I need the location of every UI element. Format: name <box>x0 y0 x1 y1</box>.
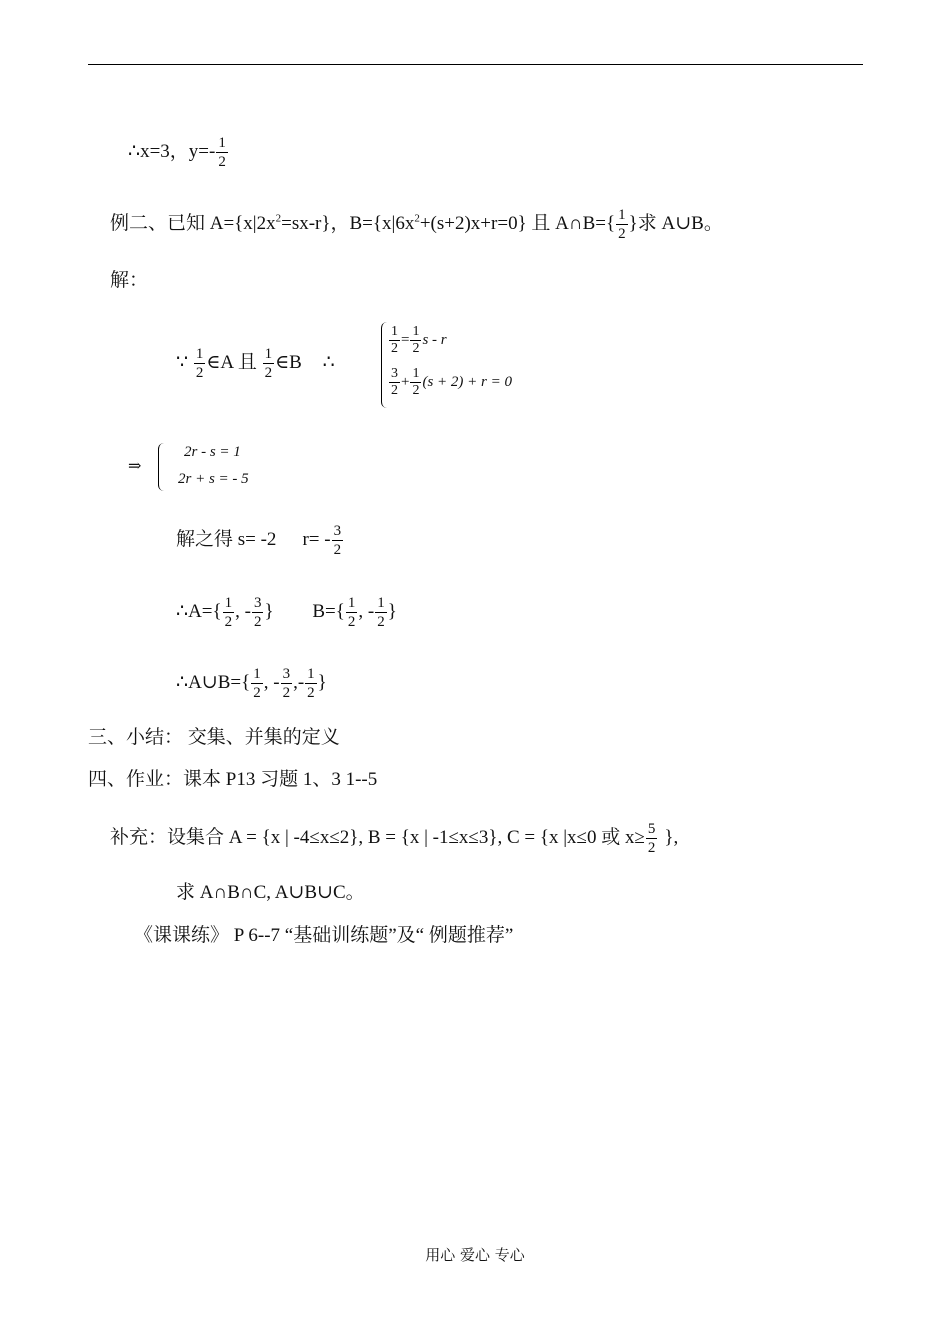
system-brace <box>381 322 388 408</box>
membership-text: ∈B <box>275 351 302 373</box>
frac-num: 1 <box>195 346 204 362</box>
set-b-text: B={ <box>312 600 345 622</box>
result-xy-text: ∴x=3，y=- <box>128 140 216 162</box>
fraction <box>389 324 400 357</box>
frac-den: 2 <box>391 341 398 356</box>
superscript: 2 <box>275 212 282 225</box>
equation-text: s - r <box>422 331 447 348</box>
frac-num: 3 <box>333 523 342 539</box>
solve-s-text: 解之得 s= -2 <box>176 528 277 550</box>
membership-text: ∈A 且 <box>206 351 257 373</box>
frac-num: 1 <box>253 666 261 682</box>
fraction <box>216 134 228 171</box>
page-footer: 用心 爱心 专心 <box>425 1246 525 1264</box>
frac-num: 3 <box>391 366 398 381</box>
frac-num: 1 <box>224 595 233 611</box>
example2-text: +(s+2)x+r=0} 且 A∩B={ <box>419 212 616 234</box>
frac-num: 1 <box>347 595 356 611</box>
brace-close: } <box>317 671 327 693</box>
frac-den: 2 <box>377 614 385 630</box>
frac-den: 2 <box>253 685 261 701</box>
union-line <box>176 665 327 702</box>
fraction <box>281 665 293 702</box>
fraction <box>646 820 658 857</box>
frac-num: 1 <box>307 666 315 682</box>
fraction <box>194 345 206 382</box>
example2-text: =sx-r}，B={x|6x <box>281 212 415 234</box>
fraction <box>616 206 628 243</box>
homework-line: 四、作业：课本 P13 习题 1、3 1--5 <box>88 769 378 790</box>
frac-den: 2 <box>391 383 398 398</box>
frac-num: 1 <box>264 346 273 362</box>
frac-num: 5 <box>647 821 656 837</box>
frac-den: 2 <box>412 383 420 398</box>
fraction <box>305 665 317 702</box>
frac-den: 2 <box>412 341 420 356</box>
separator: ,- <box>293 671 305 693</box>
frac-den: 2 <box>333 542 342 558</box>
because-line <box>176 345 335 382</box>
solve-line <box>176 522 344 559</box>
find-line: 求 A∩B∩C, A∪B∪C。 <box>176 882 365 903</box>
fraction <box>410 366 421 399</box>
frac-den: 2 <box>347 614 356 630</box>
example2-text: 例二、已知 A={x|2x <box>110 212 276 234</box>
frac-num: 1 <box>218 135 226 151</box>
frac-num: 3 <box>253 595 262 611</box>
brace-close: } <box>264 600 274 622</box>
summary-line: 三、小结： 交集、并集的定义 <box>88 727 340 748</box>
system1-row2 <box>388 366 512 399</box>
system1-row1 <box>388 324 447 357</box>
frac-den: 2 <box>224 614 233 630</box>
fraction <box>346 594 358 631</box>
header-rule <box>88 64 863 65</box>
supplement-text: 补充：设集合 A = {x | -4≤x≤2}, B = {x | -1≤x≤3}, C = {x |x≤0 或 x≥ <box>110 826 645 848</box>
frac-num: 1 <box>412 366 420 381</box>
fraction <box>375 594 387 631</box>
frac-den: 2 <box>618 226 626 242</box>
equals-sign: = <box>401 331 410 348</box>
frac-den: 2 <box>264 365 273 381</box>
sets-line <box>176 594 397 631</box>
system2-row1: 2r - s = 1 <box>184 444 241 460</box>
therefore-symbol: ∴ <box>322 351 335 373</box>
system-brace <box>158 443 165 491</box>
result-xy-line <box>128 134 229 171</box>
solve-r-text: r= - <box>302 528 331 550</box>
fraction <box>410 324 421 357</box>
frac-num: 1 <box>377 595 385 611</box>
fraction <box>263 345 275 382</box>
fraction <box>223 594 235 631</box>
frac-den: 2 <box>647 840 656 856</box>
separator: , - <box>358 600 375 622</box>
system2-row2: 2r + s = - 5 <box>178 471 249 487</box>
solution-label: 解： <box>110 270 149 291</box>
equation-text: (s + 2) + r = 0 <box>422 373 512 390</box>
fraction <box>251 665 263 702</box>
brace-close: }, <box>664 826 679 848</box>
frac-num: 3 <box>282 666 291 682</box>
fraction <box>332 522 344 559</box>
because-symbol: ∵ <box>176 351 189 373</box>
frac-den: 2 <box>195 365 204 381</box>
exercise-line: 《课课练》 P 6--7 “基础训练题”及“ 例题推荐” <box>134 925 514 946</box>
frac-den: 2 <box>307 685 315 701</box>
brace-close: } <box>387 600 397 622</box>
frac-den: 2 <box>282 685 291 701</box>
superscript: 2 <box>414 212 420 225</box>
frac-num: 1 <box>412 324 420 339</box>
frac-den: 2 <box>218 154 226 170</box>
frac-den: 2 <box>253 614 262 630</box>
implies-arrow: ⇒ <box>128 458 142 475</box>
set-a-text: ∴A={ <box>176 600 222 622</box>
separator: , - <box>235 600 251 622</box>
example2-text: }求 A∪B。 <box>628 212 723 234</box>
frac-num: 1 <box>618 207 626 223</box>
separator: , - <box>263 671 280 693</box>
union-text: ∴A∪B={ <box>176 671 251 693</box>
frac-num: 1 <box>391 324 398 339</box>
plus-sign: + <box>401 373 410 390</box>
supplement-line <box>110 820 678 857</box>
example2-line <box>110 206 723 243</box>
fraction <box>252 594 264 631</box>
fraction <box>389 366 400 399</box>
